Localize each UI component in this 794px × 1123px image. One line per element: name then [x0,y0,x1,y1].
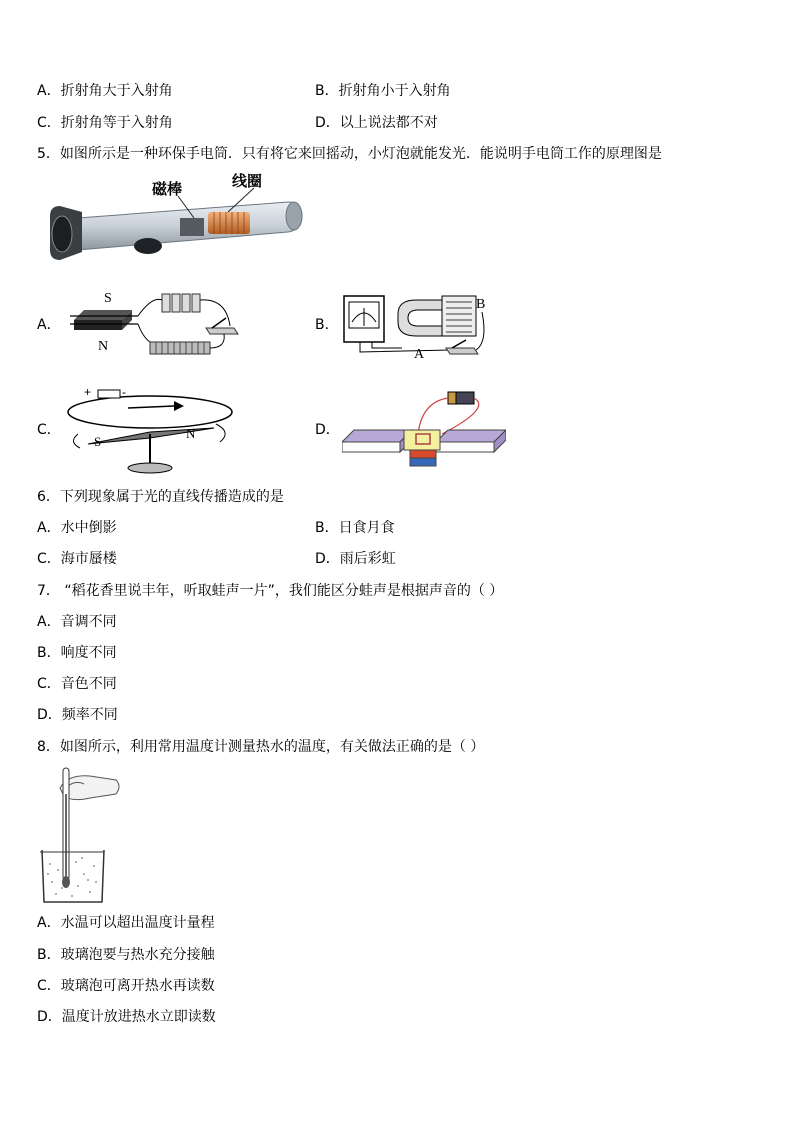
q4-option-d: D．以上说法都不对 [315,115,438,131]
q5-stem: 5．如图所示是一种环保手电筒．只有将它来回摇动，小灯泡就能发光．能说明手电筒工作的原理图是 [37,146,662,162]
q5-option-d-label: D． [315,422,340,438]
fig-c-minus: - [122,385,126,399]
coil-label: 线圈 [232,172,263,190]
q6-option-a: A．水中倒影 [37,520,117,536]
q4-option-c: C．折射角等于入射角 [37,115,173,131]
q5-option-b-figure [342,292,494,362]
q8-option-b: B．玻璃泡要与热水充分接触 [37,947,215,963]
q7-option-b: B．响度不同 [37,645,117,661]
fig-a-s-label: S [104,291,112,306]
q8-option-a: A．水温可以超出温度计量程 [37,915,215,931]
q8-option-c: C．玻璃泡可离开热水再读数 [37,978,215,994]
q6-option-c: C．海市蜃楼 [37,551,117,567]
q5-option-b-label: B． [315,317,339,333]
q4-option-b: B．折射角小于入射角 [315,83,451,99]
q5-option-a-figure [66,286,242,362]
q6-option-b: B．日食月食 [315,520,395,536]
q5-option-a-label: A． [37,317,61,333]
fig-c-plus: + [84,385,92,399]
q4-option-a: A．折射角大于入射角 [37,83,173,99]
q7-option-a: A．音调不同 [37,614,117,630]
q5-option-d-figure [342,386,506,472]
fig-c-n-label: N [186,426,196,441]
q8-stem: 8．如图所示，利用常用温度计测量热水的温度，有关做法正确的是（ ） [37,739,485,755]
q8-option-d: D．温度计放进热水立即读数 [37,1009,216,1025]
q5-option-c-label: C． [37,422,61,438]
q7-option-c: C．音色不同 [37,676,117,692]
magnet-label: 磁棒 [152,180,183,198]
q7-stem: 7． “稻花香里说丰年，听取蛙声一片”，我们能区分蛙声是根据声音的（ ） [37,583,504,599]
thermometer-figure [38,764,122,906]
fig-b-b-label: B [476,297,486,312]
q7-option-d: D．频率不同 [37,707,118,723]
fig-c-s-label: S [94,434,102,449]
fig-b-a-label: A [414,347,425,362]
flashlight-figure [48,172,304,268]
q6-option-d: D．雨后彩虹 [315,551,396,567]
q6-stem: 6．下列现象属于光的直线传播造成的是 [37,489,284,505]
q5-option-c-figure [64,384,236,476]
fig-a-n-label: N [98,339,109,354]
